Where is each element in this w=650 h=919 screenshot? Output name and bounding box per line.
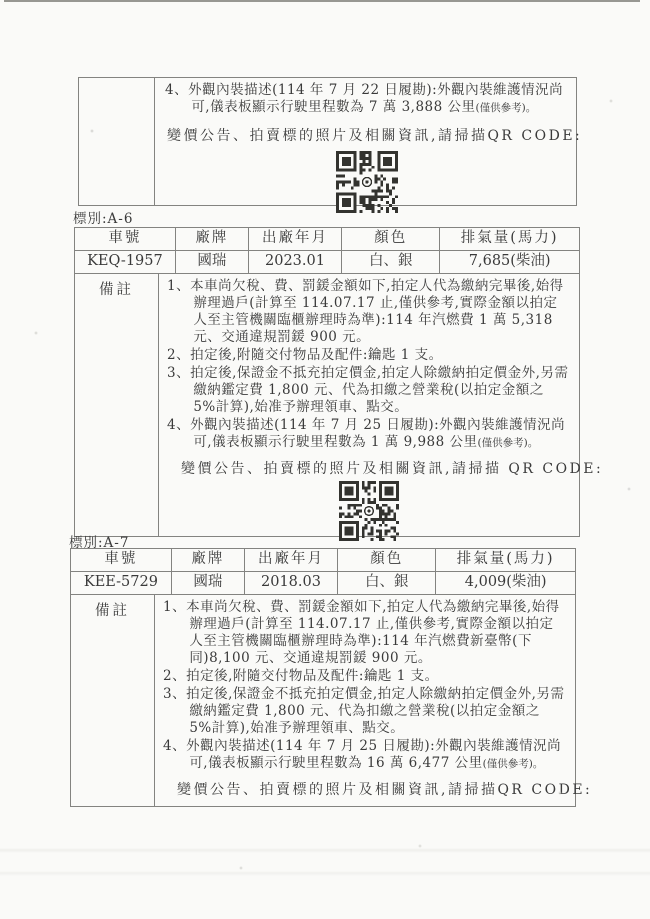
value-plate-number: KEE-5729 <box>71 572 172 594</box>
value-displacement: 4,009(柴油) <box>464 574 547 590</box>
qr-caption: 變價公告、拍賣標的照片及相關資訊,請掃描QR CODE: <box>177 782 593 798</box>
note-text: 4、外觀內裝描述(114 年 7 月 22 日履勘):外觀內裝維護情況尚可,儀表板顯示行駛里程數為 7 萬 3,888 公里 <box>165 82 564 115</box>
header-manufacture-date: 出廠年月 <box>249 228 342 250</box>
notes-body <box>159 274 604 536</box>
note-fineprint: (僅供參考)。 <box>482 758 544 770</box>
note-item <box>163 738 567 773</box>
note-text: 4、外觀內裝描述(114 年 7 月 25 日履勘):外觀內裝維護情況尚可,儀表板顯示行駛里程數為 1 萬 9,988 公里 <box>167 417 566 450</box>
note-item <box>163 599 567 668</box>
note-item <box>165 82 568 117</box>
lot-table-a6 <box>74 227 604 537</box>
qr-code <box>339 481 399 541</box>
note-item <box>167 365 571 417</box>
note-text: 4、外觀內裝描述(114 年 7 月 25 日履勘):外觀內裝維護情況尚可,儀表板顯示行駛里程數為 16 萬 6,477 公里 <box>163 738 562 771</box>
vehicle-value-row <box>75 251 579 274</box>
value-make: 國瑞 <box>172 572 245 594</box>
qr-code <box>336 151 398 213</box>
header-make: 廠牌 <box>172 549 245 571</box>
value-plate-number: KEQ-1957 <box>75 251 176 273</box>
note-item <box>167 347 571 365</box>
note-fineprint: (僅供參考)。 <box>477 437 539 449</box>
vehicle-value-row <box>71 572 575 595</box>
header-color: 顏色 <box>338 549 436 571</box>
continuation-notes-table <box>78 77 583 206</box>
note-text: 2、拍定後,附隨交付物品及配件:鑰匙 1 支。 <box>167 347 443 363</box>
lot-label-a6: 標別:A-6 <box>73 211 134 227</box>
note-item <box>167 278 571 347</box>
notes-body <box>155 595 593 806</box>
note-fineprint: (僅供參考)。 <box>475 102 537 114</box>
note-text: 3、拍定後,保證金不抵充拍定價金,拍定人除繳納拍定價金外,另需繳納鑑定費 1,800 元、代為扣繳之營業稅(以拍定金額之 5%計算),始准予辦理領車、點交。 <box>163 686 565 736</box>
value-manufacture-date: 2023.01 <box>249 251 342 273</box>
note-text: 1、本車尚欠稅、費、罰鍰金額如下,拍定人代為繳納完畢後,始得辦理過戶(計算至 114.07.17 止,僅供參考,實際金額以拍定人至主管機關臨櫃辦理時為準):114 年汽燃費新臺幣(下同)8,100 元、交通違規罰鍰 900 元。 <box>163 599 560 666</box>
qr-caption: 變價公告、拍賣標的照片及相關資訊,請掃描QR CODE: <box>167 128 583 144</box>
lot-table-a7 <box>70 548 593 807</box>
value-color: 白、銀 <box>338 572 436 594</box>
header-manufacture-date: 出廠年月 <box>245 549 338 571</box>
notes-row <box>75 274 604 536</box>
lot-label-a7: 標別:A-7 <box>69 535 130 551</box>
header-plate-number: 車號 <box>71 549 172 571</box>
header-displacement: 排氣量(馬力) <box>456 551 555 567</box>
scan-edge-artifact <box>4 0 640 2</box>
notes-label: 備註 <box>71 595 155 806</box>
note-item <box>167 417 571 452</box>
header-color: 顏色 <box>342 228 440 250</box>
note-text: 1、本車尚欠稅、費、罰鍰金額如下,拍定人代為繳納完畢後,始得辦理過戶(計算至 114.07.17 止,僅供參考,實際金額以拍定人至主管機關臨櫃辦理時為準):114 年汽燃費 1 萬 5,318 元、交通違規罰鍰 900 元。 <box>167 278 564 345</box>
value-make: 國瑞 <box>176 251 249 273</box>
value-displacement: 7,685(柴油) <box>468 253 551 269</box>
header-plate-number: 車號 <box>75 228 176 250</box>
note-text: 3、拍定後,保證金不抵充拍定價金,拍定人除繳納拍定價金外,另需繳納鑑定費 1,800 元、代為扣繳之營業稅(以拍定金額之 5%計算),始准予辦理領車、點交。 <box>167 365 569 415</box>
note-text: 2、拍定後,附隨交付物品及配件:鑰匙 1 支。 <box>163 668 439 684</box>
notes-label: 備註 <box>75 274 159 536</box>
header-make: 廠牌 <box>176 228 249 250</box>
notes-row <box>71 595 593 806</box>
continuation-notes-label-cell <box>79 78 155 205</box>
vehicle-header-row <box>75 228 579 251</box>
header-displacement: 排氣量(馬力) <box>460 230 559 246</box>
value-color: 白、銀 <box>342 251 440 273</box>
continuation-notes-body <box>155 78 583 205</box>
note-item <box>163 668 567 686</box>
qr-caption: 變價公告、拍賣標的照片及相關資訊,請掃描 QR CODE: <box>181 461 604 477</box>
vehicle-header-row <box>71 549 575 572</box>
value-manufacture-date: 2018.03 <box>245 572 338 594</box>
note-item <box>163 686 567 738</box>
